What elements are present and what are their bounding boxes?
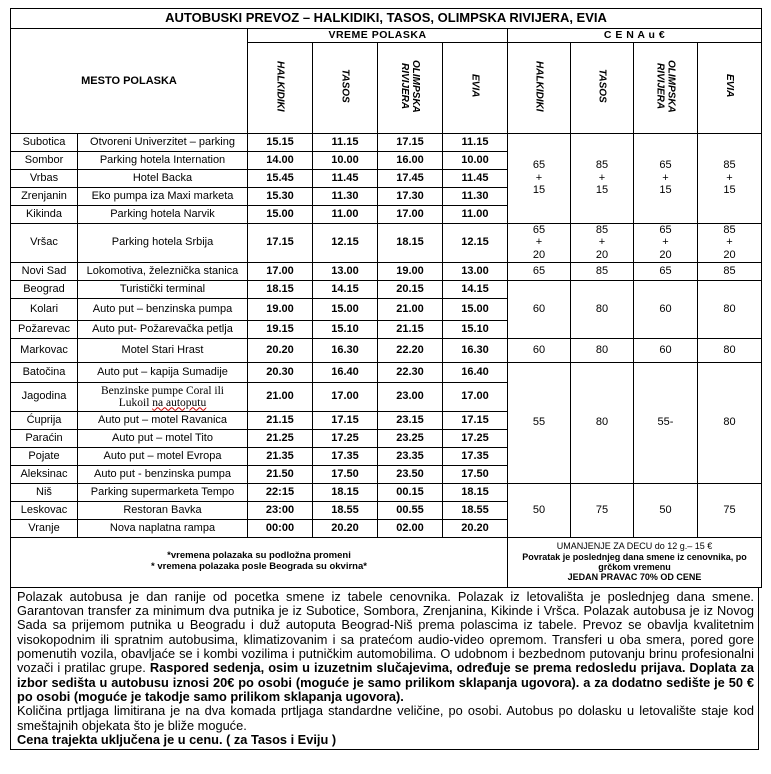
- time-cell: 10.00: [443, 151, 508, 169]
- price-cell: 50: [634, 483, 698, 537]
- price-cell: 65 + 15: [634, 133, 698, 223]
- time-cell: 22.20: [378, 338, 443, 362]
- table-row: [11, 280, 762, 298]
- time-cell: 15.15: [248, 133, 313, 151]
- price-cell: 80: [571, 280, 634, 338]
- city-cell: Batočina: [11, 362, 78, 382]
- schedule-table: [10, 8, 762, 588]
- time-cell: 23.15: [378, 411, 443, 429]
- price-cell: 85 + 20: [698, 223, 762, 262]
- time-cell: 20.30: [248, 362, 313, 382]
- location-cell: Auto put – motel Ravanica: [78, 411, 248, 429]
- city-cell: Markovac: [11, 338, 78, 362]
- time-cell: 20.20: [443, 519, 508, 537]
- price-cell: 80: [571, 362, 634, 483]
- time-cell: 13.00: [443, 262, 508, 280]
- time-cell: 21.25: [248, 429, 313, 447]
- price-cell: 50: [508, 483, 571, 537]
- time-cell: 17.50: [443, 465, 508, 483]
- price-notes: UMANJENJE ZA DECU do 12 g.– 15 € Povratak je poslednjeg dana smene iz cenovnika, po grčkom vremenu JEDAN PRAVAC 70% OD CENE: [508, 537, 762, 587]
- location-cell: Auto put – benzinska pumpa: [78, 298, 248, 320]
- price-cell: 55-: [634, 362, 698, 483]
- document: [10, 8, 761, 750]
- header-dest-evia-price: EVIA: [698, 43, 762, 134]
- price-cell: 60: [634, 338, 698, 362]
- table-row: [11, 133, 762, 151]
- time-cell: 16.30: [443, 338, 508, 362]
- time-cell: 00.55: [378, 501, 443, 519]
- location-cell: Eko pumpa iza Maxi marketa: [78, 187, 248, 205]
- time-cell: 11.15: [443, 133, 508, 151]
- time-cell: 18.15: [443, 483, 508, 501]
- header-dest-evia-time: EVIA: [443, 43, 508, 134]
- time-cell: 11.00: [313, 205, 378, 223]
- price-cell: 80: [698, 280, 762, 338]
- time-cell: 15.00: [248, 205, 313, 223]
- time-cell: 11.00: [443, 205, 508, 223]
- city-cell: Novi Sad: [11, 262, 78, 280]
- time-cell: 00.15: [378, 483, 443, 501]
- city-cell: Sombor: [11, 151, 78, 169]
- time-cell: 11.45: [443, 169, 508, 187]
- header-mesto-polaska: MESTO POLASKA: [11, 29, 248, 134]
- time-cell: 14.15: [313, 280, 378, 298]
- price-cell: 65: [508, 262, 571, 280]
- time-cell: 17.30: [378, 187, 443, 205]
- price-cell: 55: [508, 362, 571, 483]
- time-cell: 20.20: [248, 338, 313, 362]
- time-cell: 17.50: [313, 465, 378, 483]
- time-cell: 17.00: [313, 382, 378, 411]
- time-cell: 17.15: [248, 223, 313, 262]
- header-dest-tasos-price: TASOS: [571, 43, 634, 134]
- header-vreme-polaska: VREME POLASKA: [248, 29, 508, 43]
- table-title: AUTOBUSKI PREVOZ – HALKIDIKI, TASOS, OLIMPSKA RIVIJERA, EVIA: [11, 9, 762, 29]
- location-cell: Turistički terminal: [78, 280, 248, 298]
- time-cell: 16.30: [313, 338, 378, 362]
- location-cell: Auto put- Požarevačka petlja: [78, 320, 248, 338]
- time-cell: 18.15: [313, 483, 378, 501]
- city-cell: Subotica: [11, 133, 78, 151]
- city-cell: Beograd: [11, 280, 78, 298]
- city-cell: Aleksinac: [11, 465, 78, 483]
- time-cell: 19.00: [378, 262, 443, 280]
- city-cell: Jagodina: [11, 382, 78, 411]
- time-cell: 16.00: [378, 151, 443, 169]
- time-cell: 15.00: [443, 298, 508, 320]
- time-cell: 00:00: [248, 519, 313, 537]
- city-cell: Požarevac: [11, 320, 78, 338]
- time-cell: 23:00: [248, 501, 313, 519]
- price-cell: 60: [508, 338, 571, 362]
- time-cell: 17.35: [443, 447, 508, 465]
- time-cell: 22:15: [248, 483, 313, 501]
- time-cell: 19.00: [248, 298, 313, 320]
- price-cell: 65 + 20: [508, 223, 571, 262]
- city-cell: Paraćin: [11, 429, 78, 447]
- time-cell: 13.00: [313, 262, 378, 280]
- location-cell: Parking hotela Narvik: [78, 205, 248, 223]
- time-cell: 15.10: [443, 320, 508, 338]
- header-dest-olimpska-price: OLIMPSKA RIVIJERA: [634, 43, 698, 134]
- notes-row: [11, 537, 762, 587]
- time-cell: 12.15: [313, 223, 378, 262]
- time-cell: 20.20: [313, 519, 378, 537]
- city-cell: Pojate: [11, 447, 78, 465]
- price-cell: 85 + 20: [571, 223, 634, 262]
- price-cell: 80: [698, 362, 762, 483]
- location-cell: Motel Stari Hrast: [78, 338, 248, 362]
- city-cell: Zrenjanin: [11, 187, 78, 205]
- time-cell: 17.35: [313, 447, 378, 465]
- time-cell: 21.00: [378, 298, 443, 320]
- location-cell: Restoran Bavka: [78, 501, 248, 519]
- time-cell: 15.45: [248, 169, 313, 187]
- time-cell: 17.00: [443, 382, 508, 411]
- time-cell: 21.15: [378, 320, 443, 338]
- location-cell: Otvoreni Univerzitet – parking: [78, 133, 248, 151]
- table-row: [11, 362, 762, 382]
- time-cell: 18.15: [378, 223, 443, 262]
- time-cell: 21.50: [248, 465, 313, 483]
- location-cell: Auto put – kapija Sumadije: [78, 362, 248, 382]
- time-cell: 21.15: [248, 411, 313, 429]
- info-paragraph-ferry: Cena trajekta uključena je u cenu. ( za Tasos i Eviju ): [17, 731, 337, 747]
- location-cell: Auto put - benzinska pumpa: [78, 465, 248, 483]
- price-cell: 85 + 15: [571, 133, 634, 223]
- time-cell: 16.40: [443, 362, 508, 382]
- price-cell: 65 + 15: [508, 133, 571, 223]
- time-cell: 23.50: [378, 465, 443, 483]
- time-cell: 17.45: [378, 169, 443, 187]
- location-cell: Auto put – motel Tito: [78, 429, 248, 447]
- table-row: [11, 483, 762, 501]
- time-cell: 18.55: [313, 501, 378, 519]
- time-cell: 10.00: [313, 151, 378, 169]
- time-cell: 17.00: [378, 205, 443, 223]
- time-cell: 21.00: [248, 382, 313, 411]
- time-cell: 20.15: [378, 280, 443, 298]
- location-cell: Nova naplatna rampa: [78, 519, 248, 537]
- city-cell: Vrbas: [11, 169, 78, 187]
- city-cell: Leskovac: [11, 501, 78, 519]
- time-cell: 17.25: [313, 429, 378, 447]
- city-cell: Vršac: [11, 223, 78, 262]
- time-cell: 14.00: [248, 151, 313, 169]
- price-cell: 60: [634, 280, 698, 338]
- time-cell: 11.15: [313, 133, 378, 151]
- price-cell: 60: [508, 280, 571, 338]
- price-cell: 85: [698, 262, 762, 280]
- table-row: [11, 262, 762, 280]
- table-row: [11, 338, 762, 362]
- time-cell: 22.30: [378, 362, 443, 382]
- header-dest-olimpska-time: OLIMPSKA RIVIJERA: [378, 43, 443, 134]
- city-cell: Niš: [11, 483, 78, 501]
- info-text: [10, 588, 759, 751]
- time-cell: 18.55: [443, 501, 508, 519]
- location-cell: Parking supermarketa Tempo: [78, 483, 248, 501]
- time-cell: 16.40: [313, 362, 378, 382]
- table-row: [11, 223, 762, 262]
- time-cell: 17.15: [378, 133, 443, 151]
- location-cell: Benzinske pumpe Coral ili Lukoil na autoputu: [78, 382, 248, 411]
- time-cell: 15.00: [313, 298, 378, 320]
- info-paragraph-luggage: Količina prtljaga limitirana je na dva komada prtljaga standardne veličine, po osobi. Autobus po dolasku u letovalište staje kod smeštajnih objekata što je bliže moguće.: [17, 703, 754, 733]
- header-dest-tasos-time: TASOS: [313, 43, 378, 134]
- time-cell: 17.15: [443, 411, 508, 429]
- info-paragraph-seating: Raspored sedenja, osim u izuzetnim slučajevima, određuje se prema redosledu prijava. Doplata za izbor sedišta u autobusu iznosi 20€ po osobi (moguće je samo prilikom sklapanja ugovora). a za dodatno sedište je 50 € po osobi (moguće je takodje samo prilikom sklapanja ugovora).: [17, 660, 755, 704]
- time-cell: 21.35: [248, 447, 313, 465]
- location-cell: Lokomotiva, železnička stanica: [78, 262, 248, 280]
- time-cell: 19.15: [248, 320, 313, 338]
- info-paragraph-transport: Polazak autobusa je dan ranije od pocetka smene iz tabele cenovnika. Polazak iz letovališta je poslednjeg dana smene. Garantovan transfer za minimum dva putnika je iz Subotice, Sombora, Zrenjanina, Kikinde i Vršca. Polazak autobusa je iz Novog Sada sa prijemom putnika u Beogradu i duž autoputa Beograd-Niš prema polascima iz tabele. Prevoz se obavlja kvalitetnim visokopodnim ili spratnim autobusima, klimatizovanim i sa pratećom audio-video opremom. Transferi u oba smera, pored gore pomenutih vozila, obavljaće se i kombi vozilima i putničkim automobilima. O udobnom i bezbednom putovanju brinu profesionalni vozači i pratilac grupe.: [17, 588, 754, 676]
- price-cell: 75: [571, 483, 634, 537]
- time-cell: 11.30: [313, 187, 378, 205]
- time-cell: 11.30: [443, 187, 508, 205]
- city-cell: Vranje: [11, 519, 78, 537]
- price-cell: 85 + 15: [698, 133, 762, 223]
- time-cell: 17.15: [313, 411, 378, 429]
- city-cell: Ćuprija: [11, 411, 78, 429]
- header-dest-halkidiki-price: HALKIDIKI: [508, 43, 571, 134]
- city-cell: Kikinda: [11, 205, 78, 223]
- location-cell: Hotel Backa: [78, 169, 248, 187]
- time-cell: 02.00: [378, 519, 443, 537]
- time-cell: 15.10: [313, 320, 378, 338]
- price-cell: 65: [634, 262, 698, 280]
- city-cell: Kolari: [11, 298, 78, 320]
- time-cell: 23.35: [378, 447, 443, 465]
- time-cell: 23.00: [378, 382, 443, 411]
- location-cell: Parking hotela Internation: [78, 151, 248, 169]
- time-cell: 18.15: [248, 280, 313, 298]
- location-cell: Auto put – motel Evropa: [78, 447, 248, 465]
- header-dest-halkidiki-time: HALKIDIKI: [248, 43, 313, 134]
- price-cell: 75: [698, 483, 762, 537]
- time-cell: 12.15: [443, 223, 508, 262]
- time-cell: 14.15: [443, 280, 508, 298]
- price-cell: 85: [571, 262, 634, 280]
- time-cell: 17.00: [248, 262, 313, 280]
- header-cena: C E N A u €: [508, 29, 762, 43]
- time-cell: 23.25: [378, 429, 443, 447]
- time-cell: 17.25: [443, 429, 508, 447]
- price-cell: 80: [571, 338, 634, 362]
- schedule-notes: *vremena polazaka su podložna promeni * vremena polazaka posle Beograda su okvirna*: [11, 537, 508, 587]
- time-cell: 11.45: [313, 169, 378, 187]
- location-cell: Parking hotela Srbija: [78, 223, 248, 262]
- price-cell: 80: [698, 338, 762, 362]
- price-cell: 65 + 20: [634, 223, 698, 262]
- time-cell: 15.30: [248, 187, 313, 205]
